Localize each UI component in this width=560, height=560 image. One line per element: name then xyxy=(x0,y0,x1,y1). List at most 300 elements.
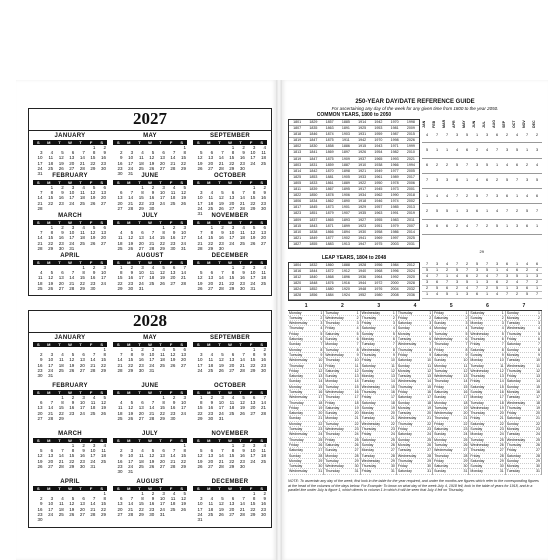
year-cell: 1813 xyxy=(293,150,302,155)
key-cell: 7 xyxy=(445,280,449,285)
year-cell: 1985 xyxy=(390,205,399,210)
date-number: 4 xyxy=(392,326,395,331)
week-row xyxy=(193,517,267,522)
day-cell: 9 xyxy=(61,190,64,196)
day-cell xyxy=(86,373,97,378)
key-cell: 2 xyxy=(535,280,539,285)
date-number: 19 xyxy=(463,405,468,410)
day-cell: 27 xyxy=(170,280,176,286)
day-cell: 2 xyxy=(40,496,43,502)
day-cell: 4 xyxy=(103,443,106,448)
weekday-label: M xyxy=(124,260,135,265)
day-cell xyxy=(225,416,236,421)
year-cell: 2014 xyxy=(406,229,415,234)
key-group xyxy=(422,204,542,219)
day-cell: 19 xyxy=(69,506,75,512)
key-cell: 7 xyxy=(515,178,519,183)
key-cell: 7 xyxy=(525,132,529,137)
year-cell: 2018 xyxy=(406,193,415,198)
week-row xyxy=(113,512,187,517)
day-date-cell xyxy=(433,469,468,474)
day-cell: 29 xyxy=(250,367,256,373)
weekday-label: T xyxy=(54,180,65,185)
weekday-label: T xyxy=(235,260,246,265)
date-number: 17 xyxy=(499,395,504,400)
day-cell: 19 xyxy=(250,235,256,241)
date-number: 18 xyxy=(463,400,468,405)
weekday-name: Saturday xyxy=(397,358,412,363)
year-cell: 1946 xyxy=(374,199,383,204)
day-cell: 17 xyxy=(197,362,203,368)
date-number: 8 xyxy=(356,347,359,352)
date-number: 8 xyxy=(429,347,432,352)
key-cell: 4 xyxy=(475,178,479,183)
month-september xyxy=(193,335,267,383)
year-cell: 1969 xyxy=(374,235,383,240)
year-row xyxy=(289,242,419,248)
day-cell: 22 xyxy=(58,410,64,416)
year-cell: 1880 xyxy=(325,287,334,292)
year-cell: 1875 xyxy=(325,138,334,143)
year-cell: 1927 xyxy=(358,217,367,222)
weekday-name: Saturday xyxy=(470,347,485,352)
day-cell: 24 xyxy=(250,160,256,166)
key-cell: 4 xyxy=(535,163,539,168)
day-cell: 23 xyxy=(260,362,266,368)
weekday-label: T xyxy=(235,220,246,225)
day-cell: 6 xyxy=(210,150,214,156)
date-number: 22 xyxy=(463,421,468,426)
day-cell: 20 xyxy=(58,280,64,286)
day-cell: 29 xyxy=(100,367,106,373)
day-cell: 16 xyxy=(239,275,245,281)
day-cell: 1 xyxy=(162,395,165,400)
weekday-label: M xyxy=(204,180,215,185)
key-cell: 5 xyxy=(455,268,459,273)
weekday-name: Friday xyxy=(434,458,444,463)
day-cell: 3 xyxy=(151,347,155,352)
day-cell: 1 xyxy=(50,225,54,230)
key-cell: 5 xyxy=(445,292,449,297)
date-number: 11 xyxy=(500,363,504,368)
day-cell: 14 xyxy=(90,501,96,507)
weekday-name: Thursday xyxy=(397,347,413,352)
day-cell: 23 xyxy=(260,506,266,512)
day-cell xyxy=(155,286,166,291)
weekday-label: M xyxy=(204,260,215,265)
year-cell: 1833 xyxy=(309,180,318,185)
weekday-label: M xyxy=(44,180,55,185)
year-cell: 1955 xyxy=(374,217,383,222)
day-cell: 30 xyxy=(218,245,224,251)
day-cell: 31 xyxy=(69,245,75,251)
weekday-label: M xyxy=(124,438,135,443)
day-cell: 20 xyxy=(69,160,75,166)
day-cell: 5 xyxy=(200,270,203,276)
day-cell: 17 xyxy=(180,235,186,241)
key-cell: 1 xyxy=(425,292,429,297)
key-cell: 7 xyxy=(535,292,539,297)
weekday-label: F xyxy=(86,486,97,491)
day-cell: 19 xyxy=(37,458,43,464)
day-cell: 24 xyxy=(229,240,235,246)
day-cell: 2 xyxy=(151,185,155,190)
day-cell: 19 xyxy=(197,160,203,166)
day-cell: 28 xyxy=(48,415,54,421)
date-number: 23 xyxy=(499,427,504,432)
weekday-name: Thursday xyxy=(289,437,304,442)
day-cell xyxy=(166,368,177,373)
date-number: 14 xyxy=(427,379,432,384)
day-cell: 2 xyxy=(92,265,96,270)
day-cell: 20 xyxy=(229,200,235,206)
weekday-name: Sunday xyxy=(325,337,338,342)
day-cell: 16 xyxy=(149,501,155,507)
day-cell: 13 xyxy=(229,357,235,363)
weekday-label: W xyxy=(65,140,76,145)
key-cell: 6 xyxy=(475,292,479,297)
weekday-name: Thursday xyxy=(325,358,340,363)
date-number: 19 xyxy=(390,405,395,410)
year-cell: 1959 xyxy=(374,132,383,137)
day-cell: 9 xyxy=(242,150,245,156)
year-cell: 1920 xyxy=(341,287,350,292)
day-cell: 7 xyxy=(151,230,155,236)
date-number: 4 xyxy=(501,326,504,331)
weekday-name: Monday xyxy=(325,416,338,421)
day-cell: 10 xyxy=(229,230,235,236)
day-column-number: 5 xyxy=(449,302,453,309)
year-cell: 1859 xyxy=(325,162,334,167)
day-cell: 6 xyxy=(162,448,165,454)
day-cell: 2 xyxy=(61,185,64,190)
year-cell: 1966 xyxy=(390,162,399,167)
weekday-name: Tuesday xyxy=(361,379,375,384)
key-row xyxy=(422,292,542,298)
day-cell: 26 xyxy=(218,205,224,211)
day-cell: 19 xyxy=(48,280,54,286)
weekday-label: T xyxy=(235,140,246,145)
date-number: 5 xyxy=(429,331,432,336)
day-cell: 7 xyxy=(130,190,134,196)
day-cell: 28 xyxy=(90,511,96,517)
day-cell xyxy=(44,517,55,522)
date-number: 16 xyxy=(536,389,540,394)
weekday-label: W xyxy=(65,486,76,491)
date-number: 22 xyxy=(318,421,323,426)
day-cell: 3 xyxy=(162,185,165,190)
day-cell: 20 xyxy=(170,275,176,281)
day-cell: 26 xyxy=(128,245,134,251)
key-cell: 7 xyxy=(475,286,479,291)
year-cell: 1853 xyxy=(309,174,318,179)
day-cell: 8 xyxy=(162,230,165,236)
weekday-name: Thursday xyxy=(361,389,377,394)
day-cell: 10 xyxy=(250,448,256,454)
date-number: 14 xyxy=(354,379,359,384)
day-cell: 5 xyxy=(130,400,134,406)
day-cell: 23 xyxy=(58,200,64,206)
year-cell: 1994 xyxy=(406,162,415,167)
weekday-label: S xyxy=(256,486,267,491)
day-cell: 28 xyxy=(170,463,176,469)
key-cell: 2 xyxy=(475,147,479,152)
month-april xyxy=(33,479,107,527)
weekday-name: Sunday xyxy=(361,405,374,410)
weekday-name: Monday xyxy=(325,453,338,458)
day-cell: 22 xyxy=(229,160,235,166)
date-number: 14 xyxy=(318,379,323,384)
weekday-name: Saturday xyxy=(289,337,304,342)
day-cell: 18 xyxy=(260,275,266,281)
weekday-name: Monday xyxy=(506,315,520,320)
day-cell: 15 xyxy=(138,195,144,201)
weekday-label: T xyxy=(75,180,86,185)
day-cell: 6 xyxy=(231,352,235,358)
key-cell: 4 xyxy=(425,274,429,279)
key-cell: 7 xyxy=(435,274,439,279)
day-cell: 21 xyxy=(239,506,245,512)
day-cell: 30 xyxy=(149,205,155,211)
day-cell: 27 xyxy=(79,367,85,373)
weekday-name: Friday xyxy=(434,384,444,389)
date-number: 24 xyxy=(390,432,395,437)
year-cell: 2019 xyxy=(406,211,415,216)
day-cell: 11 xyxy=(208,357,214,363)
key-group xyxy=(422,128,542,143)
common-month-key xyxy=(422,112,542,249)
day-cell: 7 xyxy=(40,190,43,196)
day-cell xyxy=(256,166,267,171)
day-cell: 9 xyxy=(151,190,155,196)
day-cell: 30 xyxy=(260,367,266,373)
weekday-name: Thursday xyxy=(325,432,340,437)
key-cell: 1 xyxy=(475,280,479,285)
day-cell: 5 xyxy=(50,270,54,276)
day-cell: 6 xyxy=(162,150,165,156)
weekday-label: S xyxy=(193,486,204,491)
year-cell: 1934 xyxy=(358,193,367,198)
year-title-2027: 2027 xyxy=(29,109,271,131)
key-cell: 6 xyxy=(475,209,479,214)
day-cell: 22 xyxy=(138,506,144,512)
day-cell: 16 xyxy=(170,235,176,241)
year-cell: 1870 xyxy=(325,168,334,173)
weekday-label: F xyxy=(246,260,257,265)
day-cell: 29 xyxy=(48,245,54,251)
weekday-label: F xyxy=(86,220,97,225)
date-number: 8 xyxy=(465,347,468,352)
date-number: 27 xyxy=(463,448,468,453)
day-column-number: 6 xyxy=(486,302,489,309)
weekday-name: Saturday xyxy=(361,437,376,442)
day-cell xyxy=(44,206,55,211)
day-cell: 26 xyxy=(48,285,54,291)
weekday-name: Friday xyxy=(397,352,408,357)
date-number: 2 xyxy=(392,315,395,320)
date-number: 17 xyxy=(427,395,432,400)
key-row xyxy=(422,209,542,214)
weekday-name: Friday xyxy=(470,379,481,384)
weekday-name: Thursday xyxy=(361,427,377,432)
weekday-name: Tuesday xyxy=(361,342,375,347)
day-cell: 27 xyxy=(159,463,165,469)
day-cell: 11 xyxy=(117,235,123,241)
day-cell xyxy=(96,206,107,211)
weekday-label: T xyxy=(214,438,225,443)
key-cell: 4 xyxy=(525,193,529,198)
day-cell: 11 xyxy=(90,400,96,406)
day-cell: 8 xyxy=(210,230,214,236)
day-cell: 28 xyxy=(170,165,176,171)
weekday-name: Wednesday xyxy=(361,310,380,315)
key-cell: 6 xyxy=(515,268,519,273)
day-cell: 5 xyxy=(252,225,256,230)
year-cell: 1981 xyxy=(390,126,399,131)
key-cell: 2 xyxy=(505,132,509,137)
weekday-label: F xyxy=(246,438,257,443)
weekday-label: M xyxy=(124,486,135,491)
date-number: 12 xyxy=(390,368,395,373)
day-cell: 9 xyxy=(151,496,155,502)
day-cell xyxy=(176,368,187,373)
date-number: 27 xyxy=(499,448,504,453)
day-cell: 23 xyxy=(69,410,75,416)
date-number: 21 xyxy=(390,416,395,421)
day-cell: 2 xyxy=(141,347,144,352)
day-cell: 17 xyxy=(229,235,235,241)
weekday-name: Thursday xyxy=(289,363,304,368)
weekday-name: Thursday xyxy=(434,379,449,384)
day-column xyxy=(288,311,324,475)
day-cell: 25 xyxy=(208,205,214,211)
weekday-name: Friday xyxy=(325,400,336,405)
day-cell: 19 xyxy=(218,200,224,206)
year-cell: 1987 xyxy=(390,132,399,137)
day-cell: 5 xyxy=(183,185,186,190)
date-number: 30 xyxy=(536,464,540,469)
months-grid-2028 xyxy=(29,333,271,527)
day-cell: 9 xyxy=(263,352,266,358)
date-number: 7 xyxy=(465,342,468,347)
weekday-label: T xyxy=(155,438,166,443)
day-cell: 7 xyxy=(61,448,64,454)
day-cell xyxy=(65,517,76,522)
day-cell: 9 xyxy=(71,400,75,406)
weekday-label: F xyxy=(246,180,257,185)
weekday-label: T xyxy=(155,486,166,491)
key-cell: 4 xyxy=(455,274,459,279)
day-cell: 12 xyxy=(149,155,155,161)
day-cell: 18 xyxy=(208,200,214,206)
date-number: 15 xyxy=(499,384,504,389)
weekday-label: S xyxy=(256,390,267,395)
day-cell: 17 xyxy=(149,357,155,363)
day-cell: 29 xyxy=(117,285,123,291)
day-cell: 6 xyxy=(172,265,176,270)
day-cell: 1 xyxy=(252,491,256,496)
weekday-name: Friday xyxy=(397,389,408,394)
year-cell: 1840 xyxy=(309,275,318,280)
week-row xyxy=(33,517,107,522)
day-cell: 11 xyxy=(208,195,214,201)
date-number: 18 xyxy=(390,400,395,405)
weekday-name: Saturday xyxy=(470,384,485,389)
key-cell: 6 xyxy=(425,163,429,168)
weekday-name: Monday xyxy=(289,421,302,426)
day-cell: 12 xyxy=(128,235,134,241)
day-cell: 26 xyxy=(239,410,245,416)
day-cell: 28 xyxy=(37,205,43,211)
weekday-label: T xyxy=(134,390,145,395)
day-cell: 12 xyxy=(239,400,245,406)
day-cell: 21 xyxy=(58,458,64,464)
day-cell: 23 xyxy=(239,280,245,286)
day-cell: 10 xyxy=(197,501,203,507)
year-row xyxy=(289,293,419,299)
weekday-label: S xyxy=(193,220,204,225)
year-cell: 1850 xyxy=(309,193,318,198)
weekday-name: Sunday xyxy=(361,442,374,447)
day-cell: 16 xyxy=(218,235,224,241)
date-number: 24 xyxy=(354,432,359,437)
day-cell: 4 xyxy=(210,352,214,358)
key-cell: 4 xyxy=(535,268,539,273)
weekday-name: Monday xyxy=(361,411,375,416)
day-column-number: 1 xyxy=(304,302,308,309)
day-cell: 21 xyxy=(197,240,203,246)
month-january xyxy=(33,335,107,383)
day-cell: 24 xyxy=(79,410,85,416)
weekday-label: T xyxy=(235,342,246,347)
date-number: 24 xyxy=(427,432,432,437)
date-number: 23 xyxy=(463,427,468,432)
weekday-label: T xyxy=(214,220,225,225)
month-name: FEBRUARY xyxy=(52,383,88,389)
year-cell: 1947 xyxy=(358,241,367,246)
day-cell: 10 xyxy=(128,155,134,161)
year-cell: 1830 xyxy=(309,144,318,149)
day-cell: 26 xyxy=(180,200,186,206)
day-cell: 23 xyxy=(37,367,43,373)
day-cell: 20 xyxy=(117,506,123,512)
year-cell: 1879 xyxy=(325,211,334,216)
day-cell: 27 xyxy=(100,200,106,206)
weekday-name: Tuesday xyxy=(397,448,412,453)
weekday-label: T xyxy=(155,260,166,265)
weekday-name: Sunday xyxy=(325,448,338,453)
date-number: 16 xyxy=(463,389,468,394)
day-cell: 13 xyxy=(260,230,266,236)
year-cell: 1950 xyxy=(374,180,383,185)
weekday-label: T xyxy=(54,390,65,395)
weekday-label: S xyxy=(33,342,44,347)
day-cell: 29 xyxy=(159,415,165,421)
weekday-name: Friday xyxy=(470,416,481,421)
weekday-label: S xyxy=(176,140,187,145)
day-cell: 7 xyxy=(130,496,134,502)
weekday-label: S xyxy=(96,220,107,225)
day-cell: 21 xyxy=(48,410,54,416)
date-number: 27 xyxy=(318,448,323,453)
date-number: 1 xyxy=(429,310,432,315)
day-cell: 14 xyxy=(239,195,245,201)
day-cell: 16 xyxy=(260,357,266,363)
weekday-label: S xyxy=(113,260,124,265)
day-cell: 10 xyxy=(218,400,224,406)
guide-title: 250-YEAR DAY/DATE REFERENCE GUIDE xyxy=(355,99,475,105)
day-cell: 25 xyxy=(260,280,266,286)
